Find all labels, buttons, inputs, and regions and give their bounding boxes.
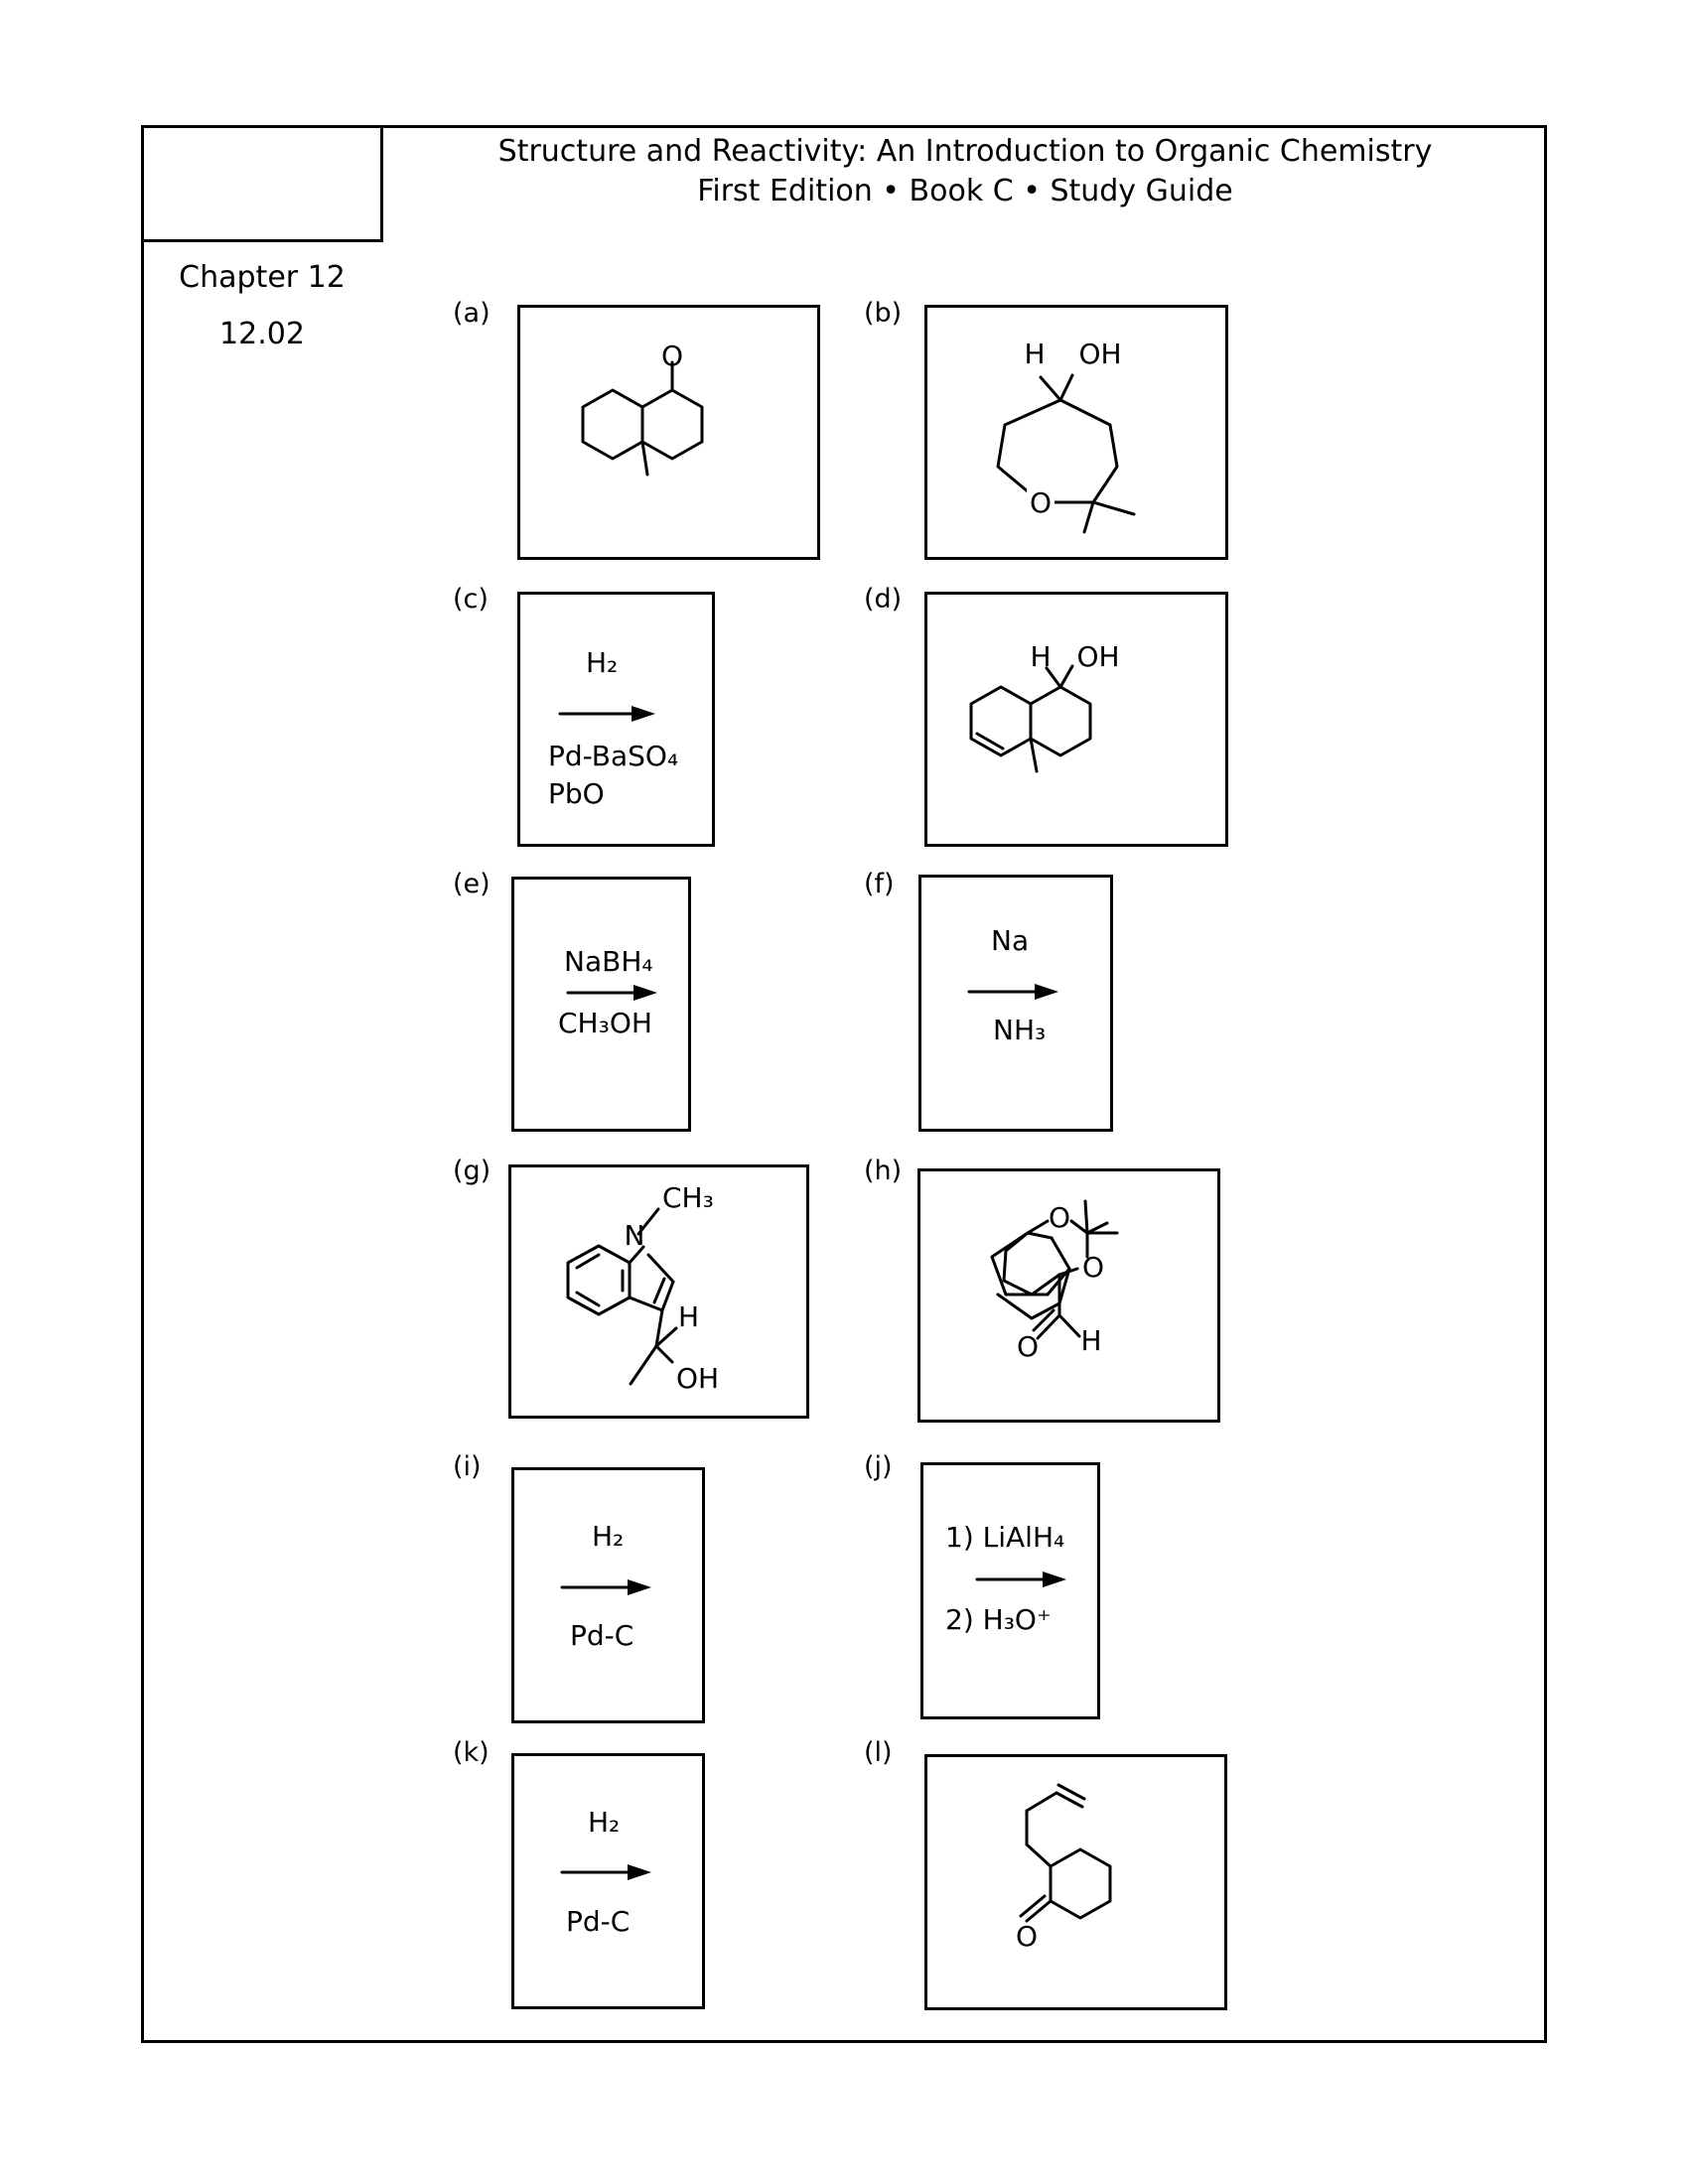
reagent-above: H₂ (586, 646, 619, 679)
atom-ch3: CH₃ (662, 1181, 714, 1214)
item-label-g: (g) (453, 1156, 492, 1186)
reagent-arrow-j (923, 1465, 1097, 1716)
atom-oh: OH (676, 1362, 720, 1395)
reagent-below: Pd-C (570, 1619, 634, 1652)
item-label-h: (h) (864, 1156, 903, 1186)
atom-o: O (660, 340, 684, 372)
reagent-below: CH₃OH (558, 1007, 652, 1039)
atom-o-2: O (1081, 1251, 1105, 1284)
reagent-above: H₂ (592, 1520, 625, 1553)
reagent-arrow-e (514, 880, 688, 1129)
reagent-panel-f (918, 875, 1113, 1132)
structure-panel-l (924, 1754, 1227, 2010)
item-label-j: (j) (864, 1451, 893, 1482)
atom-o-ring: O (1029, 486, 1053, 519)
item-label-b: (b) (864, 298, 903, 329)
structure-panel-a (517, 305, 820, 560)
reagent-panel-c (517, 592, 715, 847)
item-label-e: (e) (453, 869, 491, 899)
reagent-below: Pd-C (566, 1905, 631, 1938)
book-edition-line: First Edition • Book C • Study Guide (697, 174, 1233, 208)
item-label-k: (k) (453, 1737, 490, 1768)
reagent-arrow-c (520, 595, 712, 844)
reagent-above: H₂ (588, 1806, 621, 1839)
item-label-c: (c) (453, 584, 489, 614)
reagent-panel-i (511, 1467, 705, 1723)
reagent-above: 1) LiAlH₄ (945, 1521, 1065, 1554)
item-label-d: (d) (864, 584, 903, 614)
atom-h: H (1024, 338, 1046, 370)
butenylcyclohexanone-structure (927, 1757, 1224, 2007)
reagent-panel-j (920, 1462, 1100, 1719)
structure-panel-b (924, 305, 1228, 560)
octalinol-structure (927, 595, 1225, 844)
oxepanol-structure (927, 308, 1225, 557)
reagent-above: NaBH₄ (564, 945, 653, 978)
reagent-arrow-k (514, 1756, 702, 2006)
item-label-i: (i) (453, 1451, 482, 1482)
atom-o-1: O (1048, 1201, 1071, 1234)
atom-o: O (1015, 1920, 1039, 1953)
item-label-a: (a) (453, 298, 491, 329)
reagent-arrow-f (921, 878, 1110, 1129)
chapter-box (141, 125, 383, 351)
decalone-structure (520, 308, 817, 557)
reagent-below-2: PbO (548, 777, 605, 810)
atom-oh: OH (1078, 338, 1122, 370)
structure-panel-g (508, 1164, 809, 1419)
item-label-l: (l) (864, 1737, 893, 1768)
page-frame (141, 125, 1547, 2043)
atom-h: H (1030, 640, 1052, 673)
reagent-arrow-i (514, 1470, 702, 1720)
atom-n: N (624, 1219, 645, 1252)
chapter-number: Chapter 12 (179, 260, 346, 295)
atom-h: H (678, 1300, 700, 1333)
atom-o-aldehyde: O (1016, 1330, 1040, 1363)
acetonide-aldehyde-structure (920, 1171, 1217, 1420)
item-label-f: (f) (864, 869, 895, 899)
reagent-below-1: Pd-BaSO₄ (548, 740, 679, 772)
atom-oh: OH (1076, 640, 1120, 673)
structure-panel-h (917, 1168, 1220, 1423)
atom-h-aldehyde: H (1080, 1324, 1102, 1357)
reagent-panel-e (511, 877, 691, 1132)
structure-panel-d (924, 592, 1228, 847)
reagent-below: 2) H₃O⁺ (945, 1603, 1052, 1636)
book-title: Structure and Reactivity: An Introduction to Organic Chemistry (497, 134, 1433, 169)
section-code: 12.02 (219, 317, 305, 351)
indole-structure (511, 1167, 806, 1416)
reagent-panel-k (511, 1753, 705, 2009)
reagent-below: NH₃ (993, 1014, 1047, 1046)
reagent-above: Na (991, 924, 1030, 957)
